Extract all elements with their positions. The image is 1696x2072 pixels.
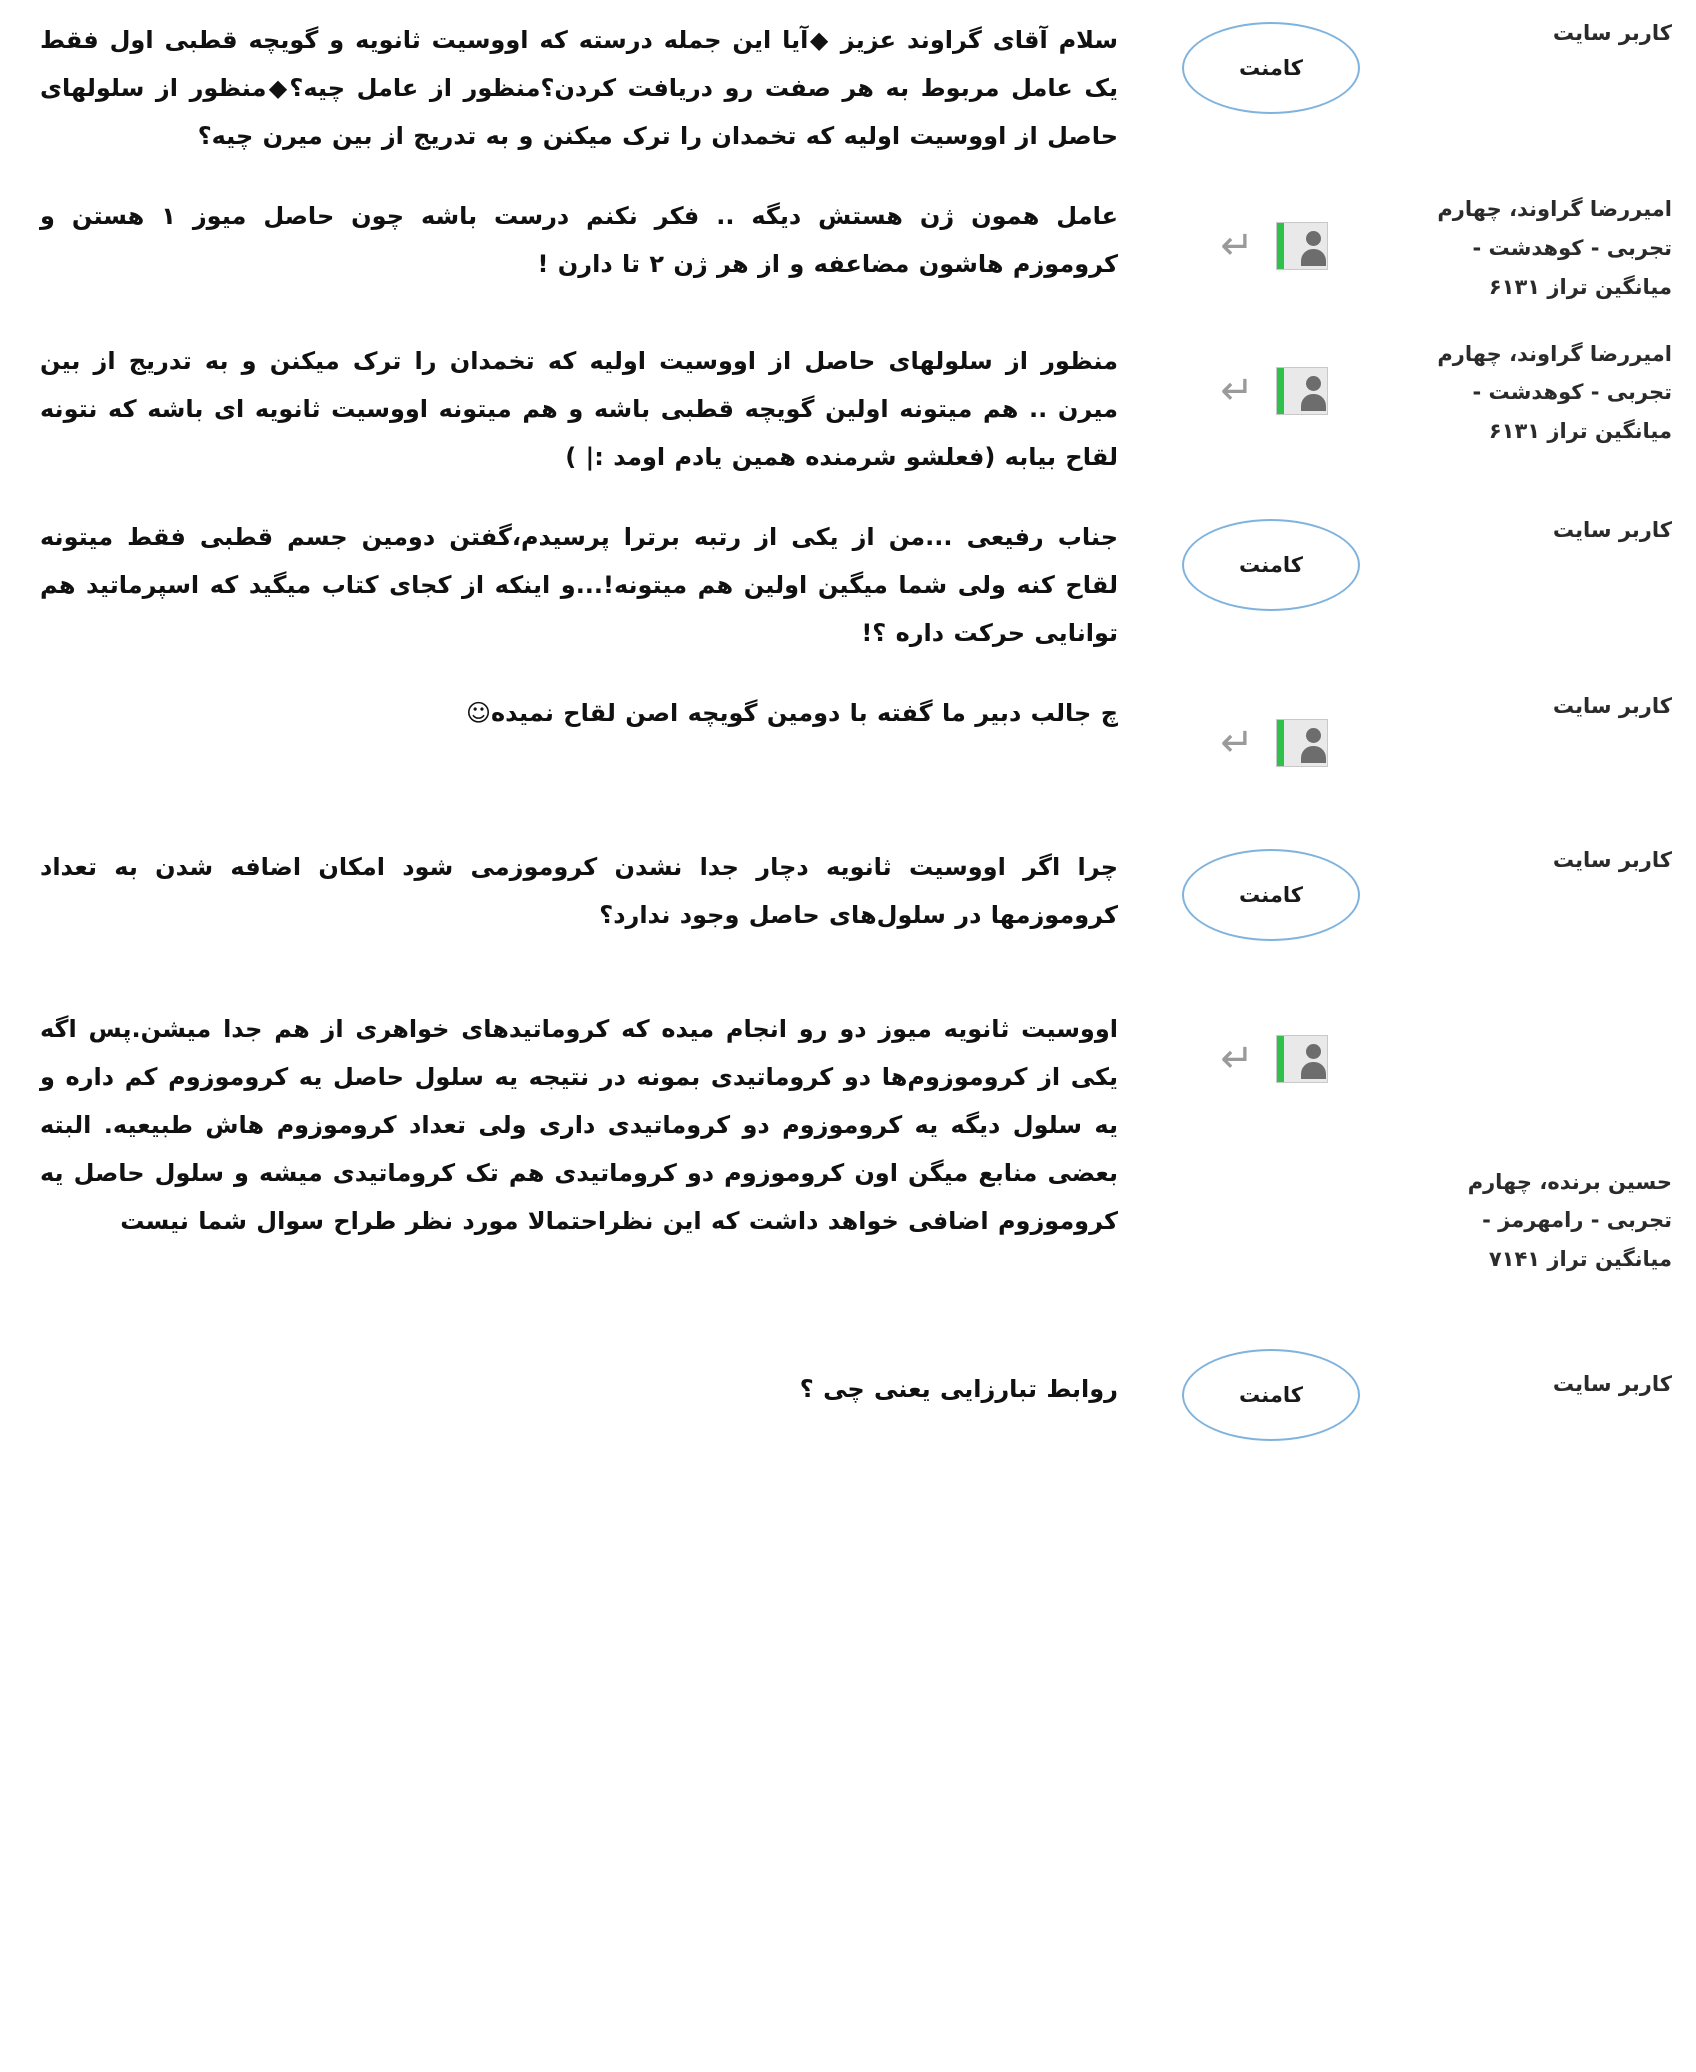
post-text: اووسیت ثانویه میوز دو رو انجام میده که کروماتیدهای خواهری از هم جدا میشن.پس اگه یکی از کروموزوم‌ها دو کروماتیدی بمونه در نتیجه یه سلول حاصل یه کروموزوم کم داره و یه سلول دیگه یه کروموزوم دو کروماتیدی داری ولی تعداد کروموزوم هاش طبیعیه. البته بعضی منابع میگن اون کروموزوم دو کروماتیدی هم تک کروماتیدی میشه و سلول حاصل یه کروموزوم اضافی خواهد داشت که این نظراحتمالا مورد نظر طراح سوال شما نیست [40, 1014, 1118, 1235]
user-avatar-icon [1276, 222, 1328, 270]
comment-badge[interactable]: کامنت [1182, 1349, 1360, 1441]
post-body [0, 827, 1146, 955]
comment-post [0, 497, 1696, 673]
comment-post [0, 827, 1696, 955]
post-text: روابط تبارزایی یعنی چی ؟ [799, 1375, 1118, 1404]
post-author-meta [1396, 989, 1696, 1294]
author-name: کاربر سایت [1552, 1372, 1672, 1397]
post-body [0, 497, 1146, 673]
comment-post [0, 1327, 1696, 1441]
comment-badge-container [1146, 0, 1396, 114]
comment-badge[interactable]: کامنت [1182, 849, 1360, 941]
reply-icons-container [1146, 321, 1396, 415]
comment-badge-container [1146, 497, 1396, 611]
author-detail-line: تجربی - کوهدشت - [1472, 235, 1672, 260]
post-body [0, 989, 1146, 1261]
post-text: چرا اگر اووسیت ثانویه دچار جدا نشدن کروموزمی شود امکان اضافه شدن به تعداد کروموزمها در سلول‌های حاصل وجود ندارد؟ [40, 852, 1118, 929]
section-spacer [0, 767, 1696, 827]
post-author-meta [1396, 497, 1696, 564]
author-name: امیررضا گراوند، چهارم [1437, 197, 1672, 221]
author-detail-line: تجربی - کوهدشت - [1472, 380, 1672, 405]
post-author-meta [1396, 0, 1696, 67]
comment-post [0, 0, 1696, 176]
user-avatar-icon [1276, 1035, 1328, 1083]
author-score-line: میانگین تراز ۶۱۳۱ [1488, 274, 1672, 299]
reply-icons-container [1146, 176, 1396, 270]
section-spacer [0, 955, 1696, 989]
author-name: کاربر سایت [1552, 693, 1672, 718]
post-body [0, 0, 1146, 176]
author-name: کاربر سایت [1552, 517, 1672, 542]
author-detail-line: تجربی - رامهرمز - [1482, 1208, 1672, 1233]
reply-arrow-icon: ↵ [1220, 367, 1254, 414]
post-text: منظور از سلولهای حاصل از اووسیت اولیه که تخمدان را ترک میکنن و به تدریج از بین میرن .. هم میتونه اولین گویچه قطبی باشه و هم میتونه اووسیت ثانویه ای باشه که نتونه لقاح بیابه (فعلشو شرمنده همین یادم اومد :| ) [40, 346, 1118, 471]
author-name: حسین برنده، چهارم [1467, 1169, 1672, 1194]
comment-post [0, 176, 1696, 321]
post-body [0, 176, 1146, 304]
comment-post [0, 989, 1696, 1294]
author-name: کاربر سایت [1552, 847, 1672, 872]
author-score-line: میانگین تراز ۷۱۴۱ [1488, 1247, 1672, 1272]
user-avatar-icon [1276, 719, 1328, 767]
post-body [0, 321, 1146, 497]
post-author-meta [1396, 673, 1696, 740]
section-spacer [0, 1293, 1696, 1327]
post-author-meta [1396, 827, 1696, 894]
post-author-meta [1396, 321, 1696, 466]
reply-arrow-icon: ↵ [1220, 1035, 1254, 1082]
reply-icons-container [1146, 989, 1396, 1083]
post-author-meta [1396, 1327, 1696, 1418]
post-text: سلام آقای گراوند عزیز ◆آیا این جمله درسته که اووسیت ثانویه و گویچه قطبی اول فقط یک عامل مربوط به هر صفت رو دریافت کردن؟منظور از عامل چیه؟◆منظور از سلولهای حاصل از اووسیت اولیه که تخمدان را ترک میکنن و به تدریج از بین میرن چیه؟ [40, 26, 1118, 150]
post-text: چ جالب دبیر ما گفته با دومین گویچه اصن لقاح نمیده☺ [465, 698, 1118, 727]
reply-icons-container [1146, 673, 1396, 767]
post-body [0, 1327, 1146, 1429]
comment-badge-container [1146, 827, 1396, 941]
user-avatar-icon [1276, 367, 1328, 415]
post-text: جناب رفیعی ...من از یکی از رتبه برترا پرسیدم،گفتن دومین جسم قطبی فقط میتونه لقاح کنه ولی شما میگین اولین هم میتونه!...و اینکه از کجای کتاب میگید که اسپرماتید هم توانایی حرکت داره ؟! [40, 522, 1118, 647]
post-text: عامل همون ژن هستش دیگه .. فکر نکنم درست باشه چون حاصل میوز ۱ هستن و کروموزم هاشون مضاعفه و از هر ژن ۲ تا دارن ! [40, 202, 1118, 278]
reply-arrow-icon: ↵ [1220, 719, 1254, 766]
reply-arrow-icon: ↵ [1220, 223, 1254, 269]
author-score-line: میانگین تراز ۶۱۳۱ [1488, 419, 1672, 444]
comment-badge[interactable]: کامنت [1182, 22, 1360, 114]
comment-post [0, 321, 1696, 497]
post-body [0, 673, 1146, 753]
comment-badge-container [1146, 1327, 1396, 1441]
author-name: کاربر سایت [1552, 21, 1672, 45]
post-author-meta [1396, 176, 1696, 321]
comment-post [0, 673, 1696, 767]
comment-badge[interactable]: کامنت [1182, 519, 1360, 611]
author-name: امیررضا گراوند، چهارم [1437, 341, 1672, 366]
